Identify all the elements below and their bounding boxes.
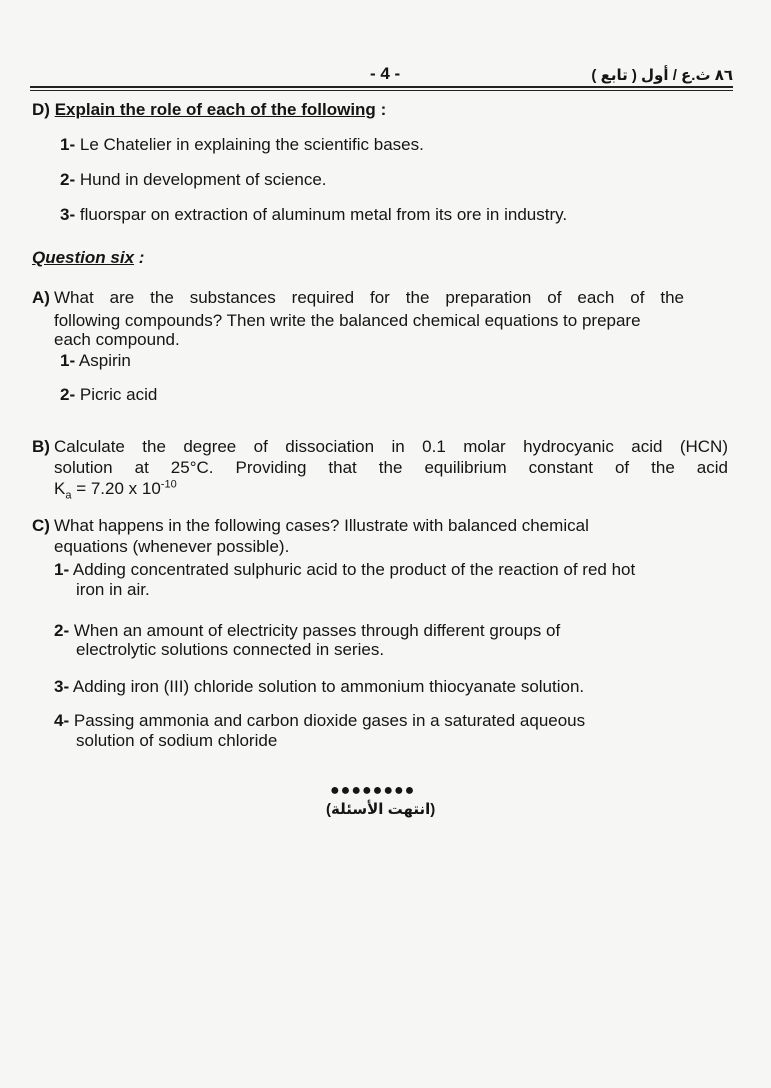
section-d-colon: : xyxy=(380,100,387,119)
item-text: Adding concentrated sulphuric acid to the product of the reaction of red hot xyxy=(72,560,636,579)
section-a-label: A) xyxy=(32,288,50,307)
exam-code: ٨٦ ث.ع / أول ( تابع ) xyxy=(591,67,733,84)
section-d-item-3 xyxy=(60,205,567,225)
section-d-heading xyxy=(32,100,386,120)
section-b-line-1: Calculate the degree of dissociation in 0.1 molar hydrocyanic acid (HCN) xyxy=(54,437,728,456)
question-six-colon: : xyxy=(138,248,145,267)
end-of-questions-text: (انتهت الأسئلة) xyxy=(326,801,436,818)
item-text: Le Chatelier in explaining the scientific bases. xyxy=(79,135,424,154)
item-number: 4- xyxy=(54,711,70,730)
section-a-line-3: each compound. xyxy=(54,330,180,349)
section-b-label: B) xyxy=(32,437,50,456)
header-rule-thin xyxy=(30,90,733,91)
ka-exponent: -10 xyxy=(160,478,177,491)
section-c-item-4-cont: solution of sodium chloride xyxy=(76,731,278,750)
item-number: 1- xyxy=(54,560,70,579)
ka-subscript: a xyxy=(65,489,72,502)
item-text: Hund in development of science. xyxy=(79,170,327,189)
page-number: - 4 - xyxy=(370,64,401,83)
section-d-title: Explain the role of each of the following xyxy=(54,100,376,119)
item-text: Passing ammonia and carbon dioxide gases in a saturated aqueous xyxy=(73,711,586,730)
section-c-item-3 xyxy=(54,677,584,697)
item-text: Picric acid xyxy=(79,385,158,404)
item-number: 2- xyxy=(54,621,70,640)
item-number: 2- xyxy=(60,385,76,404)
section-a-item-1 xyxy=(60,351,131,371)
ka-symbol: K xyxy=(54,479,66,498)
question-six-title: Question six xyxy=(32,248,135,267)
section-c-item-1 xyxy=(54,560,635,580)
item-number: 3- xyxy=(60,205,76,224)
section-d-item-2 xyxy=(60,170,327,190)
item-number: 1- xyxy=(60,135,76,154)
section-c-item-4 xyxy=(54,711,585,731)
section-b-line-2: solution at 25°C. Providing that the equilibrium constant of the acid xyxy=(54,458,728,477)
ka-value: = 7.20 x 10 xyxy=(71,479,161,498)
item-number: 2- xyxy=(60,170,76,189)
page-header xyxy=(30,62,733,92)
header-rule-thick xyxy=(30,86,733,88)
question-six-heading xyxy=(32,248,144,268)
item-number: 1- xyxy=(60,351,76,370)
section-c-line-2: equations (whenever possible). xyxy=(54,537,290,556)
section-c-item-2-cont: electrolytic solutions connected in series. xyxy=(76,640,385,659)
section-d-label: D) xyxy=(32,100,50,119)
item-text: When an amount of electricity passes through different groups of xyxy=(73,621,561,640)
section-a-line-2: following compounds? Then write the balanced chemical equations to prepare xyxy=(54,311,641,330)
item-number: 3- xyxy=(54,677,70,696)
section-c-label: C) xyxy=(32,516,50,535)
end-dots: ●●●●●●●● xyxy=(330,782,416,799)
section-a-line-1: What are the substances required for the preparation of each of the xyxy=(54,288,684,307)
section-b-equilibrium-constant xyxy=(54,478,177,502)
section-a-item-2 xyxy=(60,385,157,405)
section-d-item-1 xyxy=(60,135,424,155)
item-text: Adding iron (III) chloride solution to ammonium thiocyanate solution. xyxy=(72,677,585,696)
section-c-item-2 xyxy=(54,621,560,641)
section-c-item-1-cont: iron in air. xyxy=(76,580,150,599)
section-c-line-1: What happens in the following cases? Illustrate with balanced chemical xyxy=(54,516,589,535)
item-text: fluorspar on extraction of aluminum metal from its ore in industry. xyxy=(79,205,568,224)
item-text: Aspirin xyxy=(78,351,131,370)
